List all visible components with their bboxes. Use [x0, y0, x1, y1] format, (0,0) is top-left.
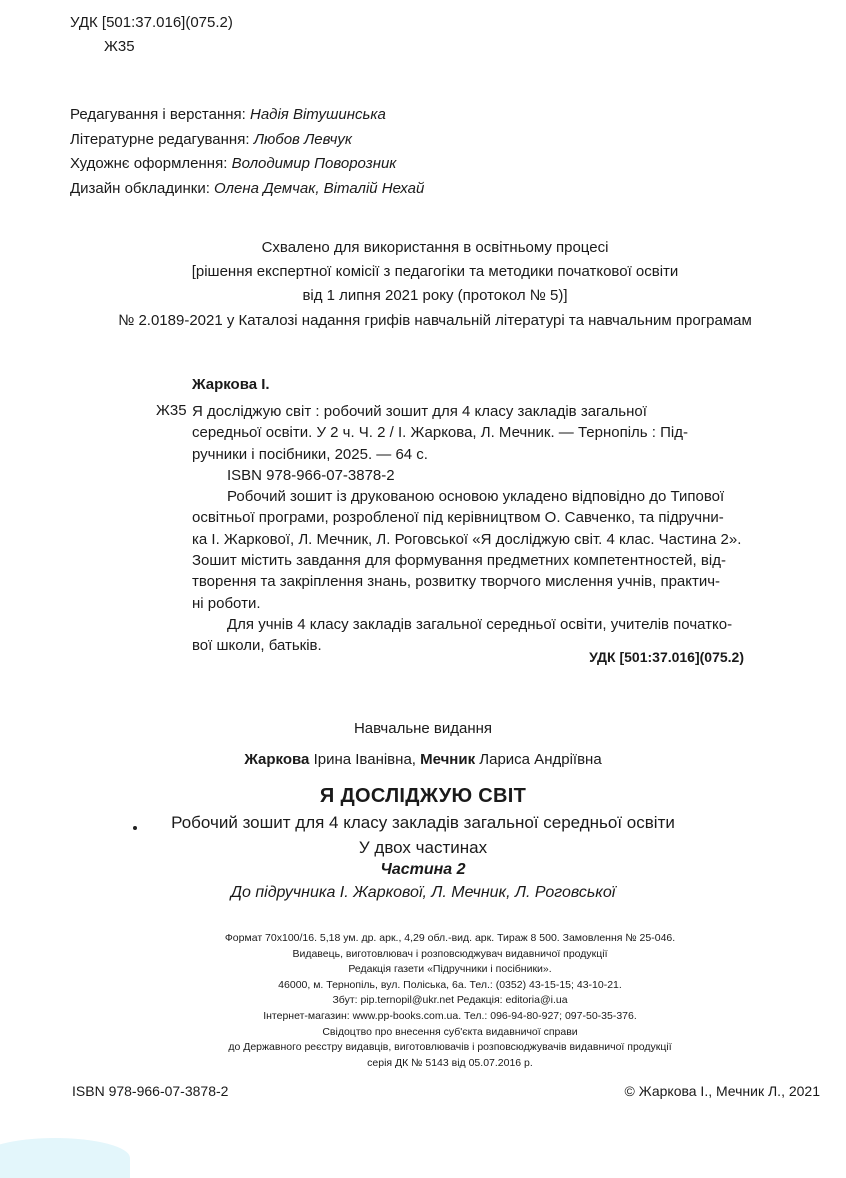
biblio-line: середньої освіти. У 2 ч. Ч. 2 / І. Жаркова, Л. Мечник. — Тернопіль : Під-	[192, 424, 688, 442]
annotation-line: Зошит містить завдання для формування предметних компетентностей, від-	[192, 552, 726, 570]
credit-label: Редагування і верстання:	[70, 106, 246, 123]
credit-value: Любов Левчук	[253, 130, 352, 148]
book-part-number: Частина 2	[380, 861, 466, 878]
imprint-line: Видавець, виготовлювач і розповсюджувач видавничої продукції	[292, 947, 608, 960]
author-surname: Мечник	[420, 751, 476, 768]
author-surname: Жаркова	[244, 751, 310, 768]
annotation-line: творення та закріплення знань, розвитку творчого мислення учнів, практич-	[192, 573, 721, 591]
book-subtitle: Робочий зошит для 4 класу закладів загальної середньої освіти	[171, 813, 675, 832]
biblio-author: Жаркова І.	[192, 376, 270, 393]
imprint-line: Редакція газети «Підручники і посібники».	[348, 963, 552, 976]
biblio-isbn: ISBN 978-966-07-3878-2	[227, 466, 395, 484]
imprint-line: Формат 70x100/16. 5,18 ум. др. арк., 4,29 обл.-вид. арк. Тираж 8 500. Замовлення № 25-046.	[224, 932, 676, 944]
credit-row-cover	[70, 177, 424, 202]
biblio-udk: УДК [501:37.016](075.2)	[589, 649, 744, 665]
approval-line: від 1 липня 2021 року (протокол № 5)]	[302, 287, 568, 305]
udk-header: УДК [501:37.016](075.2)	[70, 14, 233, 31]
author-name: Ірина Іванівна,	[313, 751, 416, 768]
credit-value: Олена Демчак, Віталій Нехай	[214, 180, 425, 198]
footer-copyright: © Жаркова І., Мечник Л., 2021	[624, 1083, 820, 1099]
edition-type: Навчальне видання	[353, 720, 493, 737]
audience-line: вої школи, батьків.	[192, 637, 322, 655]
credit-row-editing	[70, 103, 424, 128]
audience-line: Для учнів 4 класу закладів загальної середньої освіти, учителів початко-	[227, 615, 733, 633]
credit-row-literary	[70, 128, 424, 153]
textbook-reference: До підручника І. Жаркової, Л. Мечник, Л. Роговської	[230, 884, 616, 901]
biblio-line: Я досліджую світ : робочий зошит для 4 класу закладів загальної	[192, 403, 647, 420]
approval-line: Схвалено для використання в освітньому процесі	[261, 239, 609, 256]
imprint-block	[0, 931, 846, 1071]
imprint-line: Збут: pip.ternopil@ukr.net Редакція: editoria@i.ua	[332, 994, 568, 1007]
biblio-code: Ж35	[156, 402, 187, 419]
footer-isbn: ISBN 978-966-07-3878-2	[72, 1083, 229, 1099]
approval-line: [рішення експертної комісії з педагогіки та методики початкової освіти	[191, 263, 679, 281]
credit-label: Художнє оформлення:	[70, 155, 228, 173]
annotation-line: освітньої програми, розробленої під керівництвом О. Савченко, та підручни-	[192, 509, 724, 527]
book-parts: У двох частинах	[358, 838, 488, 857]
annotation-line: Робочий зошит із друкованою основою укладено відповідно до Типової	[227, 488, 725, 506]
imprint-line: серія ДК № 5143 від 05.07.2016 р.	[367, 1056, 533, 1069]
author-name: Лариса Андріївна	[479, 751, 602, 768]
approval-line: № 2.0189-2021 у Каталозі надання грифів навчальній літературі та навчальним програмам	[118, 311, 752, 329]
credit-value: Надія Вітушинська	[249, 106, 386, 123]
imprint-line: 46000, м. Тернопіль, вул. Поліська, 6а. Тел.: (0352) 43-15-15; 43-10-21.	[278, 978, 622, 991]
credits-block	[70, 103, 424, 202]
approval-block	[60, 236, 810, 333]
imprint-line: Інтернет-магазин: www.pp-books.com.ua. Тел.: 096-94-80-927; 097-50-35-376.	[263, 1009, 637, 1022]
annotation-line: ні роботи.	[192, 594, 261, 612]
corner-decoration	[0, 1138, 130, 1178]
credit-label: Дизайн обкладинки:	[70, 180, 210, 198]
catalog-code: Ж35	[104, 38, 135, 55]
imprint-line: Свідоцтво про внесення суб'єкта видавничої справи	[322, 1025, 578, 1038]
credit-value: Володимир Поворозник	[231, 155, 397, 173]
authors-full	[0, 751, 846, 768]
book-title: Я ДОСЛІДЖУЮ СВІТ	[319, 785, 527, 807]
imprint-line: до Державного реєстру видавців, виготовлювачів і розповсюджувачів видавничої продукції	[228, 1041, 672, 1054]
biblio-description	[192, 401, 744, 657]
annotation-line: ка І. Жаркової, Л. Мечник, Л. Роговської «Я досліджую світ. 4 клас. Частина 2».	[192, 530, 742, 548]
credit-label: Літературне редагування:	[70, 130, 250, 148]
credit-row-art	[70, 152, 424, 177]
biblio-line: ручники і посібники, 2025. — 64 с.	[192, 445, 428, 463]
